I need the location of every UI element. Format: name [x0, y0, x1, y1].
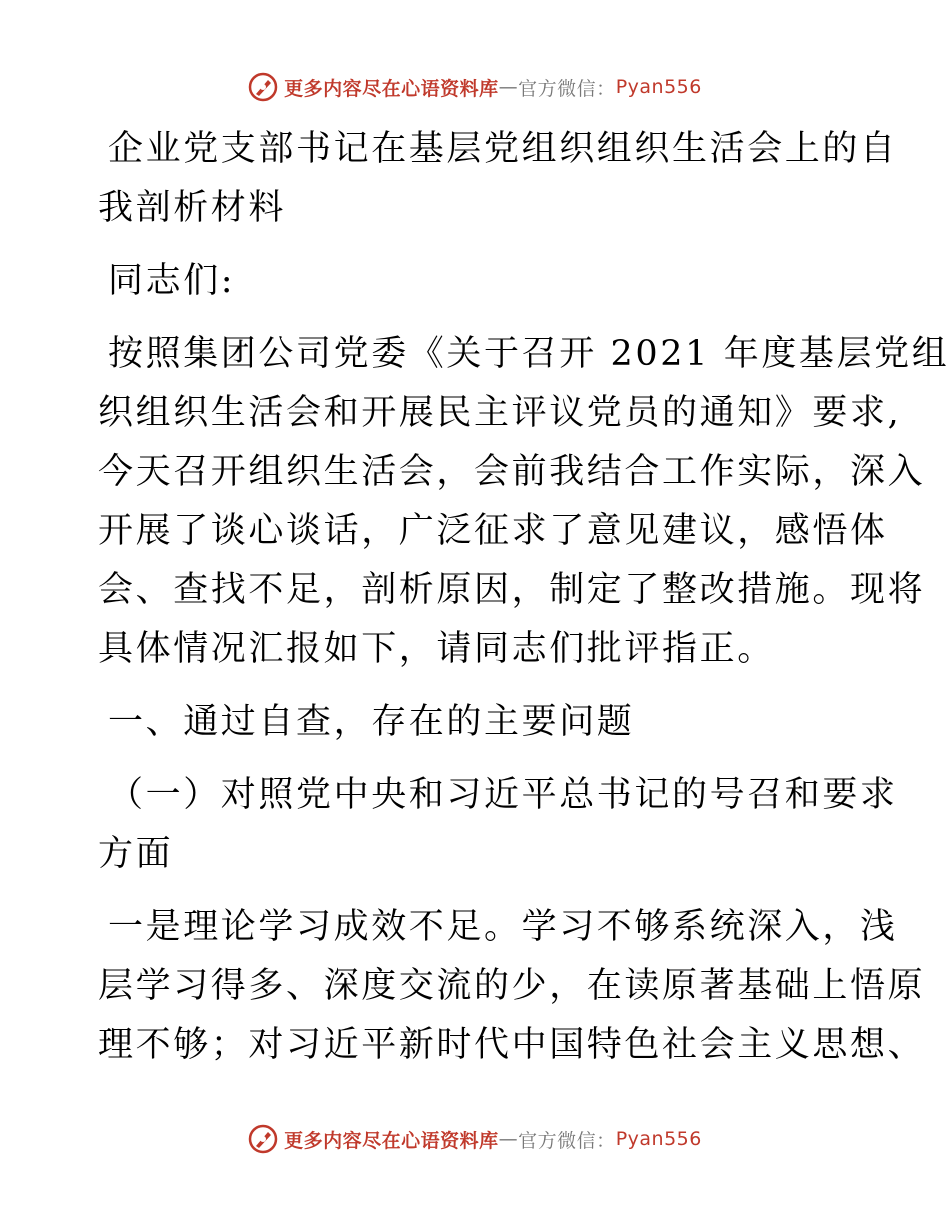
subsection-line: （一）对照党中央和习近平总书记的号召和要求	[108, 775, 898, 815]
document-body	[98, 120, 950, 1075]
subsection-heading	[98, 766, 898, 884]
watermark-official: 官方微信：	[518, 1129, 616, 1152]
watermark-dash: —	[498, 76, 519, 98]
paragraph-line: 会、查找不足，剖析原因，制定了整改措施。现将	[98, 570, 926, 610]
section-heading: 一、通过自查，存在的主要问题	[108, 702, 635, 742]
point-paragraph	[98, 898, 926, 1075]
header-watermark	[0, 72, 950, 102]
pen-logo-icon	[248, 1124, 278, 1154]
pen-logo-icon	[248, 72, 278, 102]
paragraph-line: 按照集团公司党委《关于召开 2021 年度基层党组	[108, 334, 950, 374]
salutation: 同志们:	[108, 261, 236, 301]
intro-paragraph	[98, 325, 950, 679]
paragraph-line: 开展了谈心谈话，广泛征求了意见建议，感悟体	[98, 511, 888, 551]
watermark-brand: 更多内容尽在心语资料库	[284, 1129, 499, 1152]
watermark-wechat: Pyan556	[615, 1128, 702, 1150]
footer-watermark	[0, 1124, 950, 1154]
subsection-line: 方面	[98, 834, 174, 874]
title-line: 企业党支部书记在基层党组织组织生活会上的自	[108, 129, 898, 169]
watermark-wechat: Pyan556	[615, 76, 702, 98]
watermark-brand: 更多内容尽在心语资料库	[284, 77, 499, 100]
document-title	[98, 120, 898, 238]
paragraph-line: 今天召开组织生活会，会前我结合工作实际，深入	[98, 452, 926, 492]
paragraph-line: 一是理论学习成效不足。学习不够系统深入，浅	[108, 907, 898, 947]
paragraph-line: 织组织生活会和开展民主评议党员的通知》要求,	[98, 393, 902, 433]
watermark-dash: —	[498, 1128, 519, 1150]
paragraph-line: 具体情况汇报如下，请同志们批评指正。	[98, 629, 775, 669]
watermark-official: 官方微信：	[518, 77, 616, 100]
title-line: 我剖析材料	[98, 188, 287, 228]
paragraph-line: 层学习得多、深度交流的少，在读原著基础上悟原	[98, 966, 926, 1006]
paragraph-line: 理不够；对习近平新时代中国特色社会主义思想、	[98, 1025, 926, 1065]
